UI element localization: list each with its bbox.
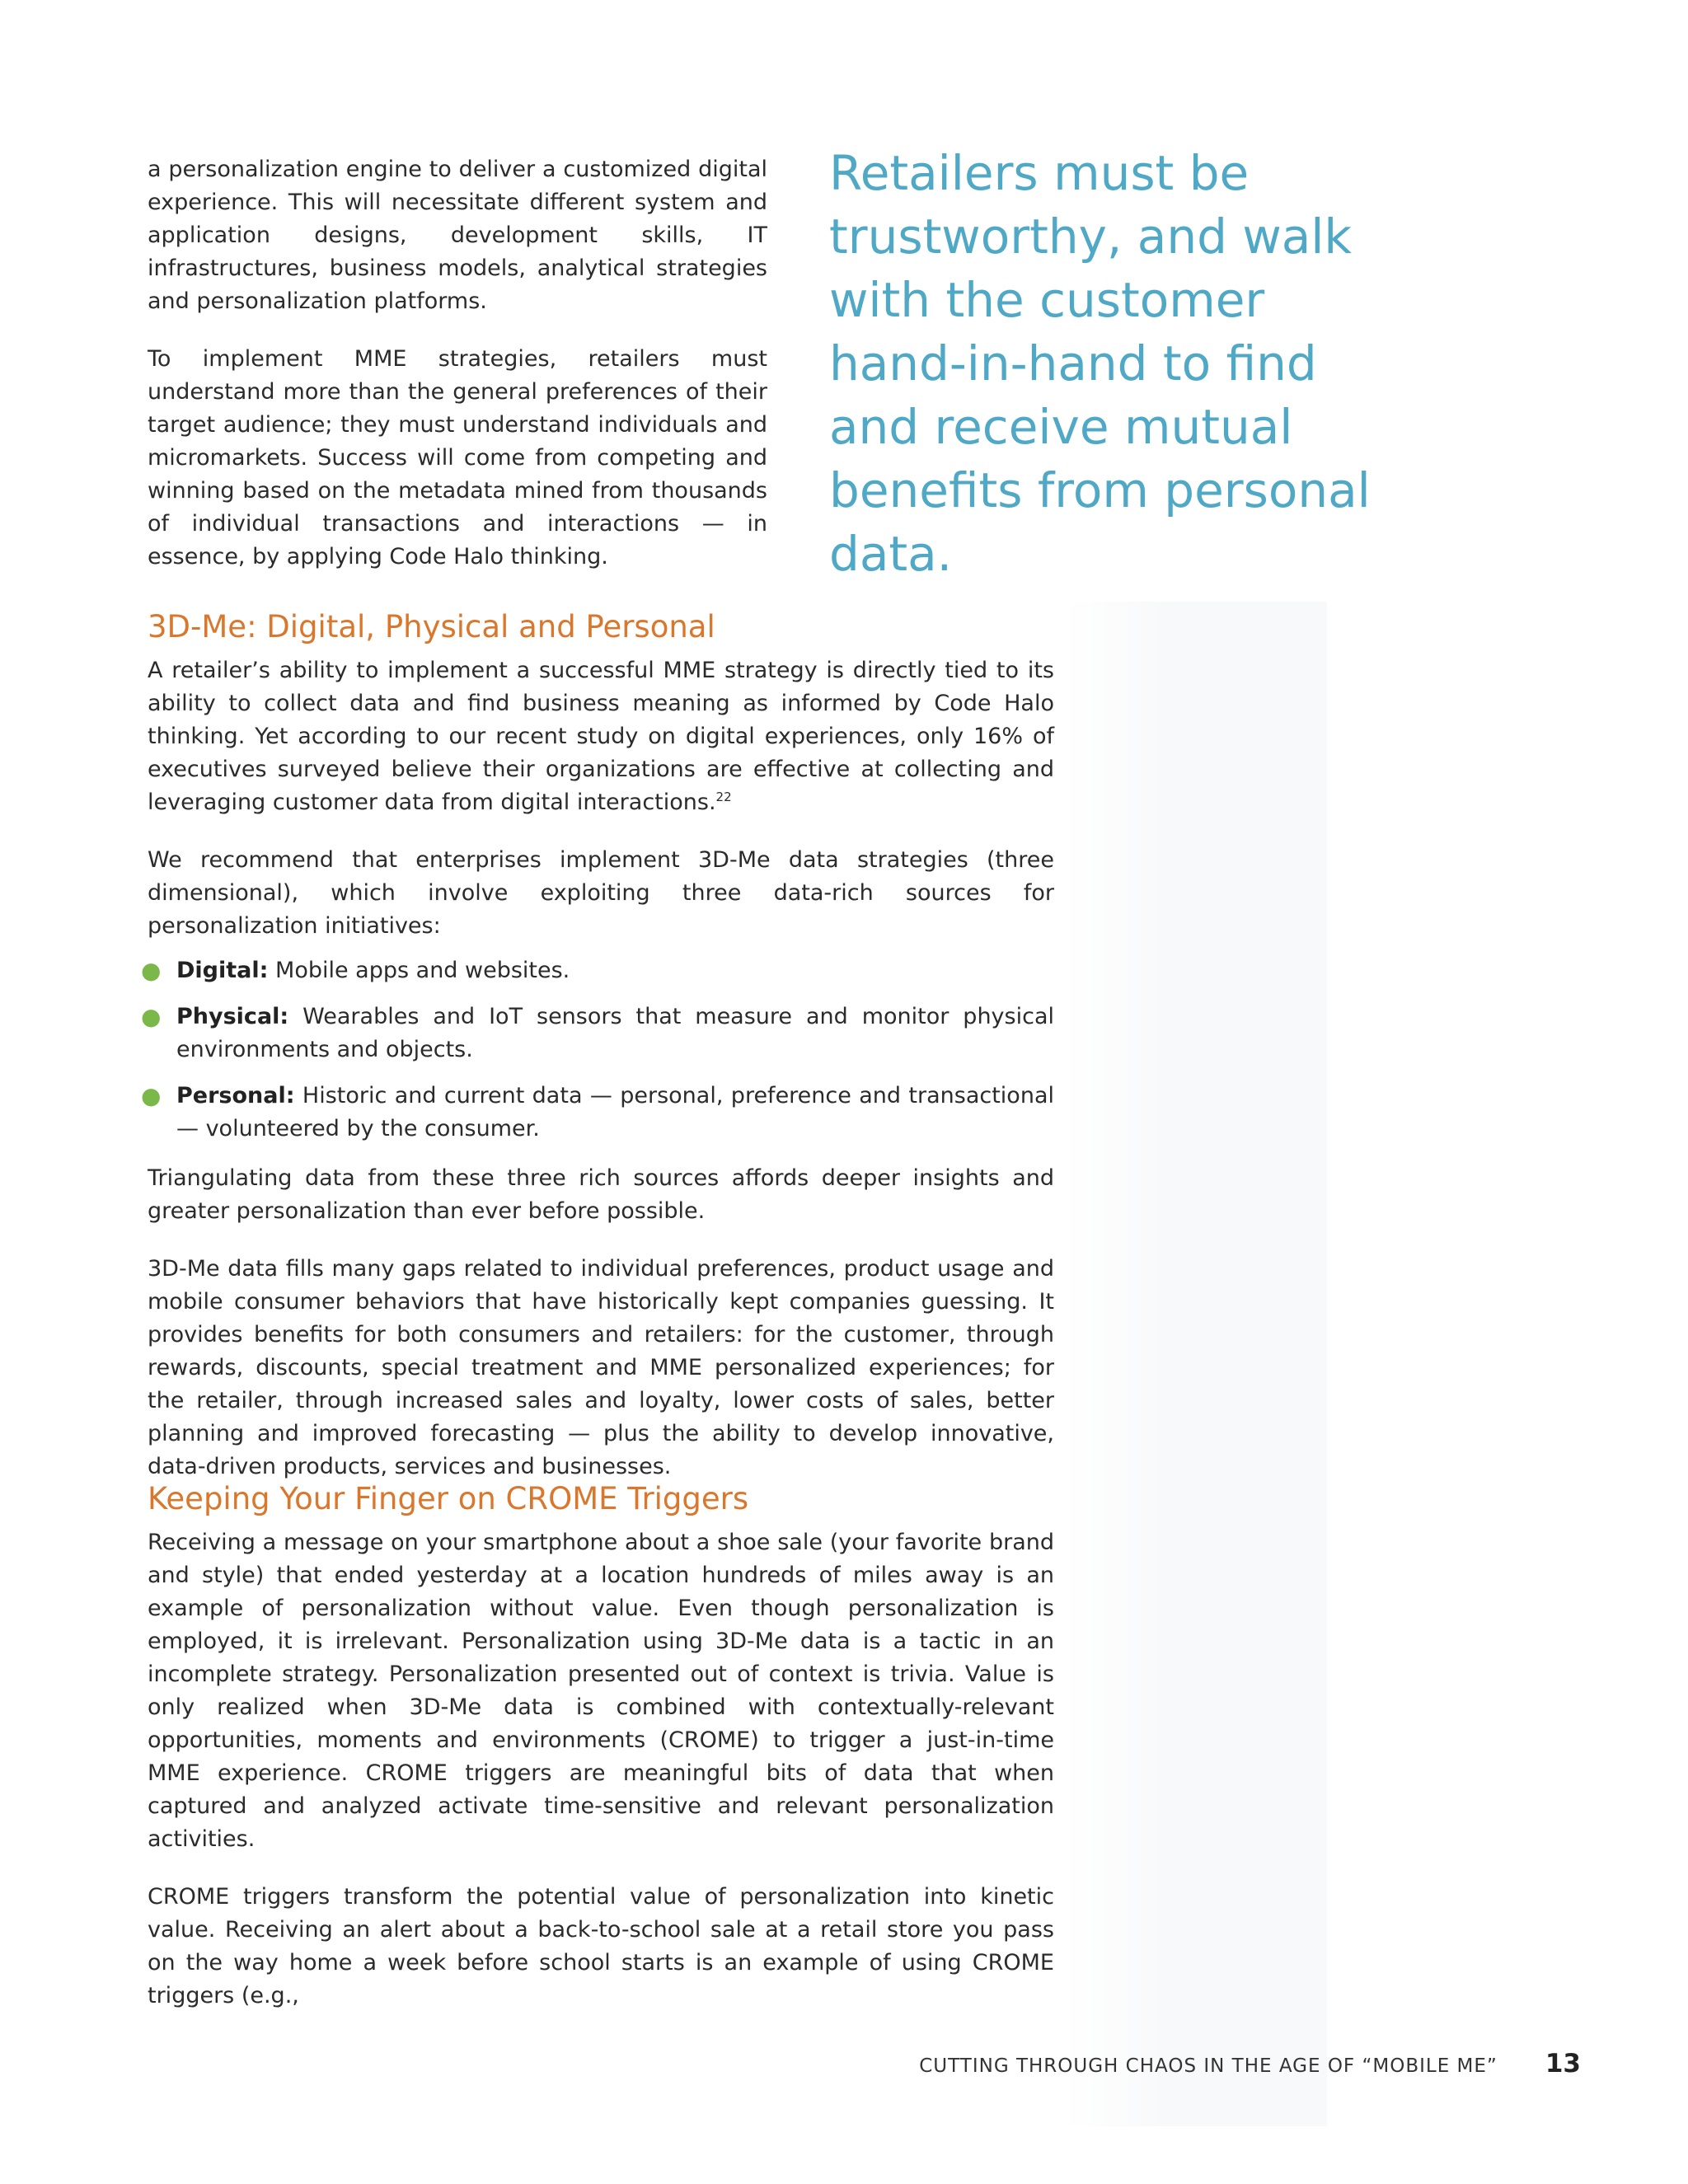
bullet-icon: ● xyxy=(141,1082,162,1109)
list-item-term: Digital: xyxy=(176,958,269,983)
section1-paragraph-1 xyxy=(148,654,1054,819)
list-item-term: Personal: xyxy=(176,1083,295,1108)
bullet-list xyxy=(141,954,1054,1146)
section1-paragraph-2: We recommend that enterprises implement 3D-Me data strategies (three dimensional), which involve exploiting three data-rich sources for personalization initiatives: xyxy=(148,847,1054,939)
section1-paragraph-1-text: A retailer’s ability to implement a successful MME strategy is directly tied to its ability to collect data and find business meaning as informed by Code Halo thinking. Yet according to our recent study on digital experiences, only 16% of executives surveyed believe their organizations are effective at collecting and leveraging customer data from digital interactions. xyxy=(148,658,1054,815)
section1-paragraph-3: Triangulating data from these three rich sources affords deeper insights and greater personalization than ever before possible. xyxy=(148,1165,1054,1224)
list-item xyxy=(141,1080,1054,1146)
section-heading-3d-me: 3D-Me: Digital, Physical and Personal xyxy=(148,609,715,644)
left-paragraph-2: To implement MME strategies, retailers must understand more than the general preferences of their target audience; they must understand individuals and micromarkets. Success will come from competing and winning based on the metadata mined from thousands of individual transactions and interactions — in essence, by applying Code Halo thinking. xyxy=(148,346,767,569)
side-shade xyxy=(1063,602,1327,2126)
list-item-term: Physical: xyxy=(176,1004,289,1029)
page-footer xyxy=(919,2049,1581,2079)
list-item-text: Wearables and IoT sensors that measure and monitor physical environments and objects. xyxy=(176,1004,1054,1062)
section-crome xyxy=(148,1480,1054,2037)
bullet-icon: ● xyxy=(141,957,162,984)
footer-title: CUTTING THROUGH CHAOS IN THE AGE OF “MOBILE ME” xyxy=(919,2055,1498,2077)
section2-paragraph-2: CROME triggers transform the potential value of personalization into kinetic value. Receiving an alert about a back-to-school sale at a retail store you pass on the way home a week before school starts is an example of using CROME triggers (e.g., xyxy=(148,1884,1054,2008)
list-item-text: Historic and current data — personal, preference and transactional — volunteered by the consumer. xyxy=(176,1083,1054,1141)
pull-quote: Retailers must be trustworthy, and walk with the customer hand-in-hand to find and receive mutual benefits from personal data. xyxy=(829,145,1371,582)
list-item-text: Mobile apps and websites. xyxy=(268,958,570,983)
page-number: 13 xyxy=(1545,2049,1581,2079)
list-item xyxy=(141,1001,1054,1066)
section-heading-crome: Keeping Your Finger on CROME Triggers xyxy=(148,1481,749,1516)
footnote-ref: 22 xyxy=(715,790,732,804)
left-column xyxy=(148,153,767,598)
section2-paragraph-1: Receiving a message on your smartphone about a shoe sale (your favorite brand and style) that ended yesterday at a location hundreds of miles away is an example of personalization without value. Even though personalization is employed, it is irrelevant. Personalization using 3D-Me data is a tactic in an incomplete strategy. Personalization presented out of context is trivia. Value is only realized when 3D-Me data is combined with contextually-relevant opportunities, moments and environments (CROME) to trigger a just-in-time MME experience. CROME triggers are meaningful bits of data that when captured and analyzed activate time-sensitive and relevant personalization activities. xyxy=(148,1530,1054,1852)
bullet-icon: ● xyxy=(141,1003,162,1030)
section-3d-me xyxy=(141,608,1054,1508)
section1-paragraph-4: 3D-Me data fills many gaps related to individual preferences, product usage and mobile consumer behaviors that have historically kept companies guessing. It provides benefits for both consumers and retailers: for the customer, through rewards, discounts, special treatment and MME personalized experiences; for the retailer, through increased sales and loyalty, lower costs of sales, better planning and improved forecasting — plus the ability to develop innovative, data-driven products, services and businesses. xyxy=(148,1256,1054,1479)
left-paragraph-1: a personalization engine to deliver a customized digital experience. This will necessitate different system and application designs, development skills, IT infrastructures, business models, analytical strategies and personalization platforms. xyxy=(148,157,767,314)
list-item xyxy=(141,954,1054,987)
